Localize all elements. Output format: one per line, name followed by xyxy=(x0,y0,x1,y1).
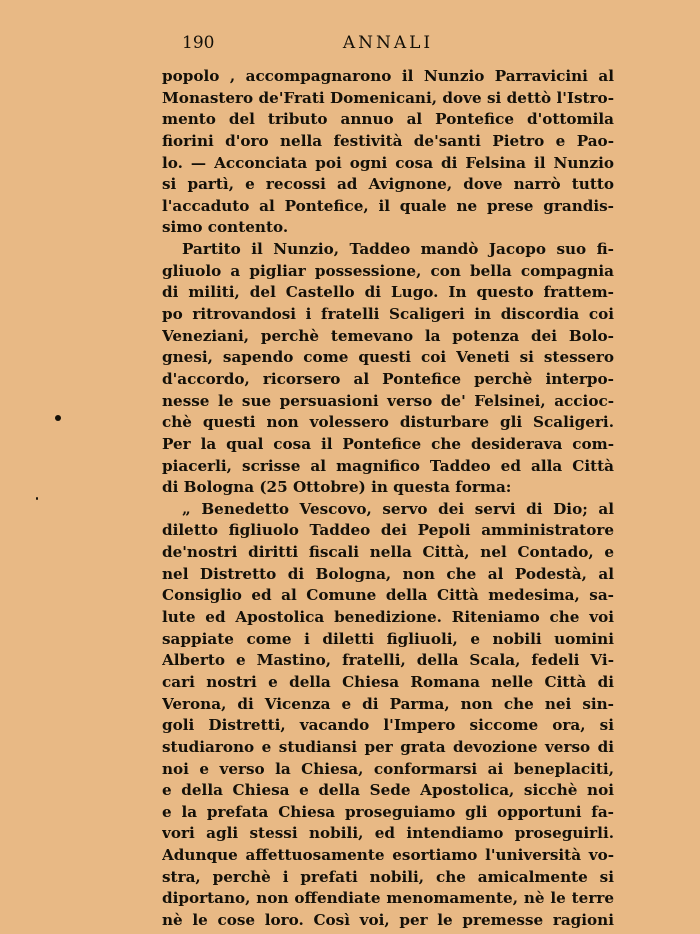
page-number: 190 xyxy=(182,33,215,53)
text-line: vori agli stessi nobili, ed intendiamo proseguirli. xyxy=(162,824,614,843)
text-line: noi e verso la Chiesa, conformarsi ai beneplaciti, xyxy=(162,759,614,778)
paragraph-end-line: simo contento. xyxy=(162,218,289,237)
text-line: nesse le sue persuasioni verso de' Felsinei, accioc- xyxy=(162,391,614,410)
text-line: cari nostri e della Chiesa Romana nelle Città di xyxy=(162,672,614,691)
text-line: e la prefata Chiesa proseguiamo gli opportuni fa- xyxy=(162,802,614,821)
text-line: popolo , accompagnarono il Nunzio Parravicini al xyxy=(162,67,614,85)
text-line: nel Distretto di Bologna, non che al Podestà, al xyxy=(162,564,614,583)
body-text xyxy=(162,66,614,932)
text-line: Adunque affettuosamente esortiamo l'università vo- xyxy=(162,846,614,865)
text-line: e della Chiesa e della Sede Apostolica, sicchè noi xyxy=(162,781,614,800)
text-line: goli Distretti, vacando l'Impero siccome ora, si xyxy=(162,716,614,735)
text-line: gnesi, sapendo come questi coi Veneti si stessero xyxy=(162,348,614,367)
text-line: nè le cose loro. Così voi, per le premesse ragioni xyxy=(162,910,614,929)
text-line: mento del tributo annuo al Pontefice d'ottomila xyxy=(162,110,614,129)
text-line: Per la qual cosa il Pontefice che desiderava com- xyxy=(162,434,614,453)
text-line: Consiglio ed al Comune della Città medesima, sa- xyxy=(162,586,614,605)
text-line: studiarono e studiansi per grata devozione verso di xyxy=(162,737,614,756)
text-line: Monastero de'Frati Domenicani, dove si dettò l'Istro- xyxy=(162,88,614,107)
paragraph-start-line: Partito il Nunzio, Taddeo mandò Jacopo suo fi- xyxy=(182,240,614,259)
text-line: fiorini d'oro nella festività de'santi Pietro e Pao- xyxy=(162,131,614,150)
text-line: Veneziani, perchè temevano la potenza dei Bolo- xyxy=(162,326,614,345)
text-line: chè questi non volessero disturbare gli Scaligeri. xyxy=(162,413,614,432)
text-line: d'accordo, ricorsero al Pontefice perchè interpo- xyxy=(162,369,614,388)
text-line: po ritrovandosi i fratelli Scaligeri in discordia coi xyxy=(162,305,614,324)
ink-speck xyxy=(55,415,61,421)
running-title: ANNALI xyxy=(342,33,434,53)
text-line: de'nostri diritti fiscali nella Città, nel Contado, e xyxy=(162,543,614,562)
text-line: lo. — Acconciata poi ogni cosa di Felsina il Nunzio xyxy=(162,153,614,172)
paragraph-start-line: „ Benedetto Vescovo, servo dei servi di Dio; al xyxy=(182,499,614,518)
text-line: si partì, e recossi ad Avignone, dove narrò tutto xyxy=(162,175,614,194)
ink-speck xyxy=(36,497,38,500)
text-line: diletto figliuolo Taddeo dei Pepoli amministratore xyxy=(162,521,614,540)
text-line: gliuolo a pigliar possessione, con bella compagnia xyxy=(162,261,614,280)
text-line: di militi, del Castello di Lugo. In questo frattem- xyxy=(162,283,614,302)
text-line: piacerli, scrisse al magnifico Taddeo ed alla Città xyxy=(162,456,614,475)
text-line: Verona, di Vicenza e di Parma, non che nei sin- xyxy=(162,694,614,713)
text-line: l'accaduto al Pontefice, il quale ne prese grandis- xyxy=(162,196,614,215)
paragraph-end-line: di Bologna (25 Ottobre) in questa forma: xyxy=(162,478,512,497)
text-line: lute ed Apostolica benedizione. Riteniamo che voi xyxy=(162,608,614,627)
page-header xyxy=(162,33,614,57)
text-line: sappiate come i diletti figliuoli, e nobili uomini xyxy=(162,629,614,648)
text-line: diportano, non offendiate menomamente, nè le terre xyxy=(162,889,614,908)
text-line: stra, perchè i prefati nobili, che amicalmente si xyxy=(162,867,614,886)
text-line: Alberto e Mastino, fratelli, della Scala, fedeli Vi- xyxy=(162,651,614,670)
